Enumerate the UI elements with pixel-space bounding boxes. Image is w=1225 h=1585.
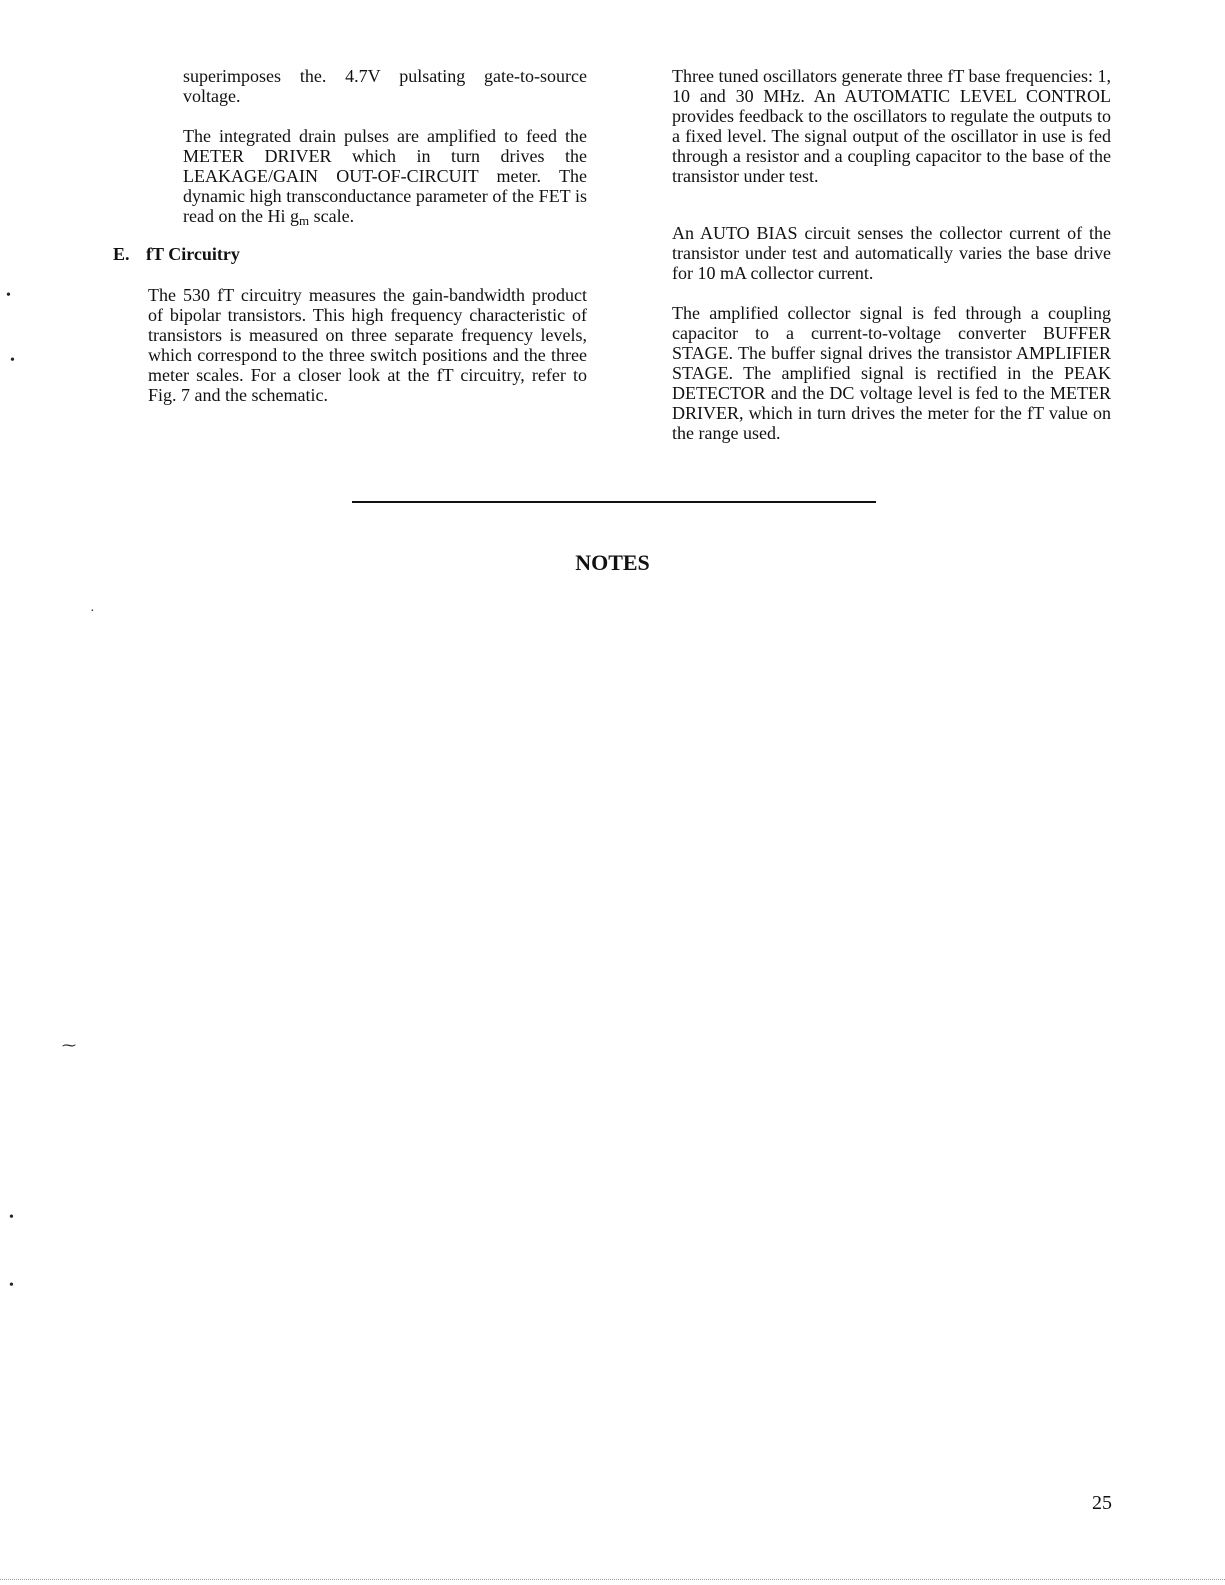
paragraph-integrated-drain-text: The integrated drain pulses are amplified to feed the METER DRIVER which in turn drives the LEAKAGE/GAIN OUT-OF-CIRCUIT meter. The dynamic high transconductance parameter of the FET is read on the Hi g xyxy=(183,126,587,226)
scan-speck: · xyxy=(90,604,95,619)
notes-heading: NOTES xyxy=(575,550,650,575)
paragraph-oscillators: Three tuned oscillators generate three fT base frequencies: 1, 10 and 30 MHz. An AUTOMATIC LEVEL CONTROL provides feedback to the oscillators to regulate the outputs to a fixed level. The signal output of the oscillator in use is fed through a resistor and a coupling capacitor to the base of the transistor under test. xyxy=(672,66,1111,186)
paragraph-auto-bias: An AUTO BIAS circuit senses the collector current of the transistor under test and automatically varies the base drive for 10 mA collector current. xyxy=(672,223,1111,283)
scan-speck: • xyxy=(6,288,11,303)
scan-speck: • xyxy=(9,1210,14,1225)
scan-speck: • xyxy=(9,1278,14,1293)
scan-speck: • xyxy=(10,353,15,368)
paragraph-ft-circuitry: The 530 fT circuitry measures the gain-bandwidth product of bipolar transistors. This high frequency characteristic of transistors is measured on three separate frequency levels, which correspond to the three switch positions and the three meter scales. For a closer look at the fT circuitry, refer to Fig. 7 and the schematic. xyxy=(148,285,587,405)
page-number: 25 xyxy=(1092,1492,1112,1514)
paragraph-superimposes: superimposes the. 4.7V pulsating gate-to-source voltage. xyxy=(183,66,587,106)
section-heading xyxy=(113,244,240,265)
paragraph-integrated-drain-tail: scale. xyxy=(309,206,355,226)
paragraph-integrated-drain xyxy=(183,126,587,231)
section-letter: E. xyxy=(113,244,130,264)
subscript-m: m xyxy=(298,213,310,228)
section-title: fT Circuitry xyxy=(146,244,240,264)
horizontal-rule xyxy=(352,501,876,503)
scan-edge xyxy=(0,1579,1225,1580)
scan-speck: ⁓ xyxy=(62,1039,76,1054)
paragraph-amplified-signal: The amplified collector signal is fed through a coupling capacitor to a current-to-voltage converter BUFFER STAGE. The buffer signal drives the transistor AMPLIFIER STAGE. The amplified signal is rectified in the PEAK DETECTOR and the DC voltage level is fed to the METER DRIVER, which in turn drives the meter for the fT value on the range used. xyxy=(672,303,1111,443)
